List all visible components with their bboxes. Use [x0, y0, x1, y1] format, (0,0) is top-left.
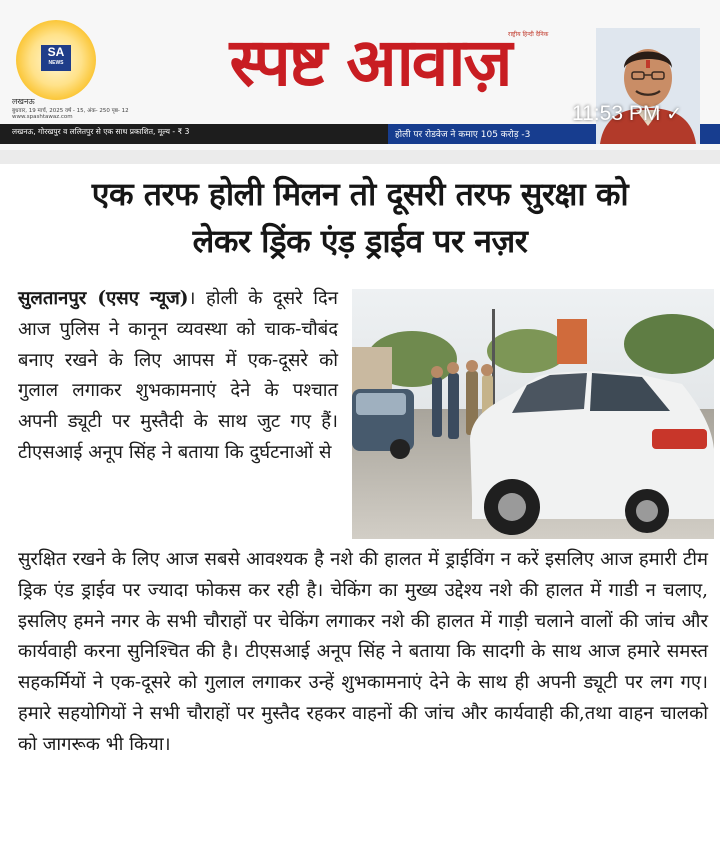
article-headline	[10, 171, 710, 265]
section-divider	[0, 150, 720, 164]
article-photo	[352, 289, 714, 539]
dateline: सुलतानपुर (एसए न्यूज)	[18, 288, 189, 309]
newspaper-title: स्पष्ट आवाज़	[229, 24, 511, 101]
teaser-headline: होली पर रोडवेज ने कमाए 105 करोड़ -3	[395, 130, 531, 140]
body-text-top: । होली के दूसरे दिन आज पुलिस ने कानून व्यवस्था को चाक-चौबंद बनाए रखने के लिए आपस में एक-दूसरे को गुलाल लगाकर शुभकामनाएं देने के पश्चात अपनी ड्यूटी पर मुस्तैदी के साथ जुट गए हैं। टीएसआई अनूप सिंह ने बताया कि दुर्घटनाओं से	[18, 288, 338, 463]
masthead-tagline: राष्ट्रीय हिन्दी दैनिक	[508, 31, 549, 38]
publication-info: लखनऊ, गोरखपुर व ललितपुर से एक साथ प्रकाशित, मूल्य - ₹ 3	[12, 127, 190, 136]
logo-subtext: NEWS	[48, 60, 64, 66]
newspaper-masthead	[0, 0, 720, 150]
logo-text: SA	[47, 45, 65, 59]
headline-line-2: लेकर ड्रिंक एंड़ ड्राईव पर नज़र	[192, 222, 528, 260]
screenshot-timestamp	[572, 102, 682, 126]
headline-line-1: एक तरफ होली मिलन तो दूसरी तरफ सुरक्षा को	[91, 175, 629, 213]
time-text: 11:53 PM	[572, 102, 661, 125]
issue-meta: बुधवार, 19 मार्च, 2025 वर्ष - 15, अंक- 250 पृष्ठ- 12	[12, 108, 129, 114]
website-url: www.spashtawaz.com	[12, 114, 73, 120]
article-body-bottom: सुरक्षित रखने के लिए आज सबसे आवश्यक है नशे की हालत में ड्राईविंग न करें इसलिए आज हमारी टीम ड्रिक एंड ड्राईव पर ज्यादा फोकस कर रही है। चेकिंग का मुख्य उद्देश्य नशे की हालत में गाडी न चलाए, इसलिए हमने नगर के सभी चौराहों पर चेकिंग लगाकर नशे की हालत में गाड़ी चलाने वालों की जांच और कार्यवाही करना सुनिश्चित की है। टीएसआई अनूप सिंह ने बताया कि सादगी के साथ आज हमारे समस्त सहकर्मियों ने एक-दूसरे को गुलाल लगाकर उन्हें शुभकामनाएं देने के साथ ही अपनी ड्यूटी पर लग गए। हमारे सहयोगियों ने सभी चौराहों पर मुस्तैद रहकर वाहनों की जांच और कार्यवाही की,तथा वाहन चालको को जागरूक भी किया।	[18, 549, 708, 755]
checkmark-icon: ✓	[666, 104, 683, 125]
article-body-top	[18, 284, 338, 469]
edition-label: लखनऊ	[12, 97, 35, 106]
editor-portrait	[596, 28, 700, 144]
sa-news-logo	[41, 45, 71, 71]
